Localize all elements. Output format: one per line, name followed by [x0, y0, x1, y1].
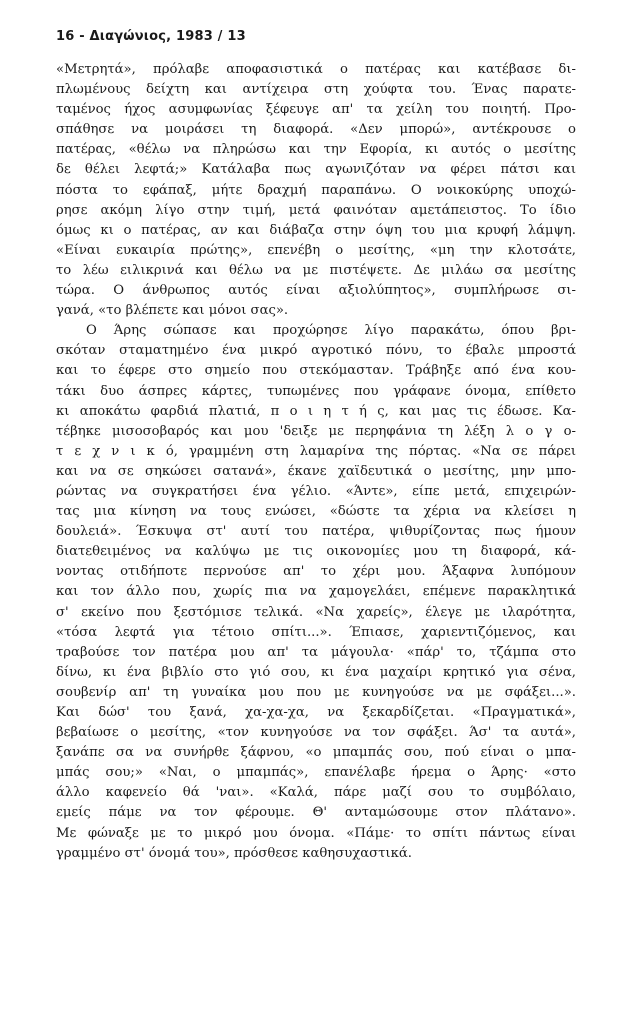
- text-line: μπάς σου;» «Ναι, ο μπαμπάς», επανέλαβε ήρεμα ο Άρης· «στο: [56, 765, 576, 781]
- text-line: κι αποκάτω φαρδιά πλατιά, π ο ι η τ ή ς, και μας τις έδωσε. Κα-: [56, 403, 576, 419]
- text-line: «Είναι ευκαιρία πρώτης», επενέβη ο μεσίτης, «μη την κλοτσάτε,: [56, 242, 576, 258]
- text-line: ρησε ακόμη λίγο στην τιμή, μετά φαινόταν αμετάπειστος. Το ίδιο: [56, 202, 576, 218]
- text-line: τέβηκε μισοσοβαρός και μου 'δειξε με περηφάνια τη λέξη λ ο γ ο-: [56, 423, 576, 439]
- text-line: γραμμένο στ' όνομά του», πρόσθεσε καθησυχαστικά.: [56, 845, 412, 861]
- text-line: διατεθειμένος να καλύψω με τις οικονομίες μου τη διαφορά, κά-: [56, 544, 576, 560]
- text-line: και να σε σηκώσει σατανά», έκανε χαϊδευτικά ο μεσίτης, μην μπο-: [56, 463, 576, 479]
- text-line: ξανάπε σα να συνήρθε ξάφνου, «ο μπαμπάς σου, πού είναι ο μπα-: [56, 745, 576, 761]
- text-line: τραβούσε τον πατέρα μου απ' τα μάγουλα· «πάρ' το, τζάμπα στο: [56, 644, 576, 660]
- text-line: «Μετρητά», πρόλαβε αποφασιστικά ο πατέρας και κατέβασε δι-: [56, 62, 576, 77]
- text-line: το λέω ειλικρινά και θέλω να με πιστέψετε. Δε μιλάω σα μεσίτης: [56, 262, 576, 278]
- text-line: άλλο καφενείο θά 'ναι». «Καλά, πάρε μαζί σου το συμβόλαιο,: [56, 785, 576, 801]
- text-line: Και δώσ' του ξανά, χα-χα-χα, να ξεκαρδίζεται. «Πραγματικά»,: [56, 705, 576, 720]
- text-line: τας μια κίνηση να τους ενώσει, «δώστε τα χέρια να κλείσει η: [56, 504, 576, 520]
- text-line: «τόσα λεφτά για τέτοιο σπίτι...». Έπιασε, χαριεντιζόμενος, και: [56, 624, 576, 640]
- text-line: ρώντας να συγκρατήσει ένα γέλιο. «Άντε», είπε μετά, επιχειρών-: [56, 483, 576, 499]
- text-line: σκόταν σταματημένο ένα μικρό αγροτικό πόνυ, το έβαλε μπροστά: [56, 343, 576, 359]
- text-line: πόστα το εφάπαξ, μήτε δραχμή παραπάνω. Ο νοικοκύρης υποχώ-: [56, 182, 576, 198]
- text-line: τάκι δυο άσπρες κάρτες, τυπωμένες που γράφανε όνομα, επίθετο: [56, 383, 576, 399]
- text-line: Με φώναξε με το μικρό μου όνομα. «Πάμε· το σπίτι πάντως είναι: [56, 825, 576, 841]
- text-line: εμείς πάμε να τον φέρουμε. Θ' ανταμώσουμε στον πλάτανο».: [56, 805, 576, 821]
- text-line: γανά, «το βλέπετε και μόνοι σας».: [56, 303, 289, 319]
- text-line: πλωμένους δείχτη και αντίχειρα στη χούφτα του. Ένας παρατε-: [56, 82, 576, 98]
- text-line: και τον άλλο που, χωρίς πια να χαμογελάει, επέμενε παρακλητικά: [56, 584, 576, 600]
- text-line: σ' εκείνο που ξεστόμισε τελικά. «Να χαρείς», έλεγε με ιλαρότητα,: [56, 604, 576, 620]
- text-line: σουβενίρ απ' τη γυναίκα μου που με κυνηγούσε να με σφάξει...».: [56, 684, 576, 700]
- text-line: νοντας οτιδήποτε περνούσε απ' το χέρι μου. Άξαφνα λυπόμουν: [56, 564, 576, 580]
- text-line: ταμένος ήχος ασυμφωνίας ξέφευγε απ' τα χείλη του ποιητή. Προ-: [56, 102, 576, 118]
- text-line: δε θέλει λεφτά;» Κατάλαβα πως αγωνιζόταν να φέρει πάτσι και: [56, 162, 576, 178]
- text-line: δουλειά». Έσκυψα στ' αυτί του πατέρα, ψιθυρίζοντας πως ήμουν: [56, 524, 576, 540]
- text-line: σπάθησε να μοιράσει τη διαφορά. «Δεν μπορώ», αντέκρουσε ο: [56, 122, 576, 138]
- document-page: [56, 28, 576, 864]
- running-head: 16 - Διαγώνιος, 1983 / 13: [56, 29, 246, 44]
- text-line: Ο Άρης σώπασε και προχώρησε λίγο παρακάτω, όπου βρι-: [86, 323, 576, 339]
- text-line: τ ε χ ν ι κ ό, γραμμένη στη λαμαρίνα της πόρτας. «Να σε πάρει: [56, 443, 576, 459]
- text-line: βεβαίωσε ο μεσίτης, «τον κυνηγούσε να τον σφάξει. Άσ' τα αυτά»,: [56, 725, 576, 741]
- text-line: όμως κι ο πατέρας, αν και διάβαζα στην όψη του μια κρυφή λάμψη.: [56, 222, 576, 238]
- body-text: [56, 60, 576, 864]
- text-line: τώρα. Ο άνθρωπος αυτός είναι αξιολύπητος», συμπλήρωσε σι-: [56, 283, 576, 299]
- text-line: και το έφερε στο σημείο που στεκόμασταν. Τράβηξε από ένα κου-: [56, 363, 576, 379]
- text-line: πατέρας, «θέλω να πληρώσω και την Εφορία, κι αυτός ο μεσίτης: [56, 142, 576, 158]
- text-line: δίνω, κι ένα βιβλίο στο γιό σου, κι ένα μαχαίρι κρητικό για σένα,: [56, 664, 576, 680]
